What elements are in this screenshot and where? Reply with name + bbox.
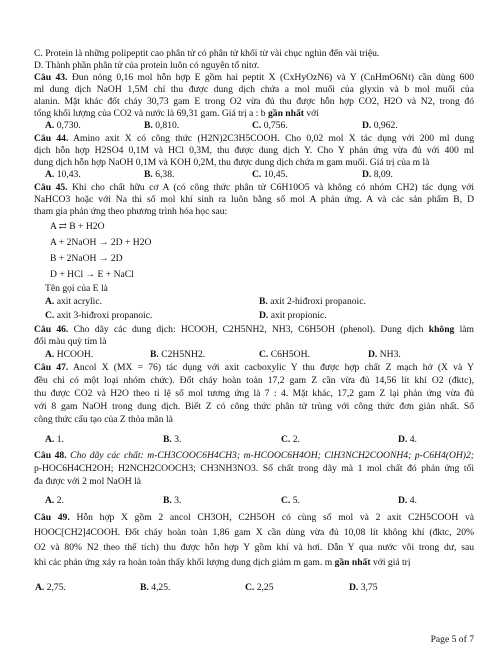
q45-line-2: NaHCO3 hoặc với Na thì số mol khí sinh ra luôn bằng số mol A phản ứng. A và các sản phẩm B, D bbox=[34, 194, 474, 205]
q43-option-c[interactable]: C. 0,756. bbox=[252, 120, 288, 131]
q44-option-d[interactable]: D. 8,09. bbox=[362, 169, 393, 180]
q48-option-c[interactable]: C. 5. bbox=[281, 495, 300, 506]
q43-options bbox=[45, 120, 475, 133]
q44-option-c[interactable]: C. 10,45. bbox=[252, 169, 288, 180]
q44-line-1: Câu 44. Amino axit X có công thức (H2N)2C3H5COOH. Cho 0,02 mol X tác dụng với 200 ml dung bbox=[34, 133, 474, 144]
q45-line-1: Câu 45. Khi cho chất hữu cơ A (có công thức phân tử C6H10O5 và không có nhóm CH2) tác dụng với bbox=[34, 182, 474, 193]
q44-option-b[interactable]: B. 6,38. bbox=[144, 169, 175, 180]
q46-option-d[interactable]: D. NH3. bbox=[368, 349, 401, 360]
q45-label: Câu 45. bbox=[34, 182, 68, 193]
q48-line-3: đa được với 2 mol NaOH là bbox=[34, 476, 141, 487]
q47-line-5: công thức cấu tạo của Z thỏa mãn là bbox=[34, 414, 173, 425]
q45-prompt: Tên gọi của E là bbox=[45, 283, 108, 294]
q43-option-b[interactable]: B. 0,810. bbox=[144, 120, 180, 131]
q49-line-2: HOOC[CH2]4COOH. Đốt cháy hoàn toàn 1,86 gam X cần dùng vừa đủ 10,08 lít không khí (đktc, 20% bbox=[34, 527, 474, 538]
q45-option-d[interactable]: D. axit propionic. bbox=[259, 310, 327, 321]
q49-line-4: khi các phản ứng xảy ra hoàn toàn thấy khối lượng dung dịch giảm m gam. m gần nhất với giá trị bbox=[34, 557, 411, 568]
q43-label: Câu 43. bbox=[34, 72, 68, 83]
q49-option-b[interactable]: B. 4,25. bbox=[140, 582, 171, 593]
page-number: Page 5 of 7 bbox=[430, 634, 474, 645]
q43-option-d[interactable]: D. 0,962. bbox=[362, 120, 398, 131]
q48-option-d[interactable]: D. 4. bbox=[398, 495, 417, 506]
q46-option-c[interactable]: C. C6H5OH. bbox=[259, 349, 310, 360]
q43-line-4: tổng khối lượng của CO2 và nước là 69,31 gam. Giá trị a : b gần nhất với bbox=[34, 108, 319, 119]
q49-option-d[interactable]: D. 3,75 bbox=[349, 582, 378, 593]
q44-options bbox=[45, 169, 475, 182]
q48-line-1: Câu 48. Cho dãy các chất: m-CH3COOC6H4CH3; m-HCOOC6H4OH; ClH3NCH2COONH4; p-C6H4(OH)2; bbox=[34, 450, 474, 461]
q49-line-1: Câu 49. Hỗn hợp X gồm 2 ancol CH3OH, C2H5OH có cùng số mol và 2 axit C2H5COOH và bbox=[34, 512, 474, 523]
q48-option-a[interactable]: A. 2. bbox=[45, 495, 64, 506]
q47-option-d[interactable]: D. 4. bbox=[398, 434, 417, 445]
statement-c: C. Protein là những polipeptit cao phân tử có phân tử khối từ vài chục nghìn đến vài triệu. bbox=[34, 48, 380, 59]
q45-options-row1 bbox=[45, 296, 475, 309]
q43-option-a[interactable]: A. 0,730. bbox=[45, 120, 81, 131]
q43-line-1: Câu 43. Đun nóng 0,16 mol hỗn hợp E gồm hai peptit X (CxHyOzN6) và Y (CnHmO6Nt) cần dùng 600 bbox=[34, 72, 474, 83]
q44-label: Câu 44. bbox=[34, 133, 69, 144]
q47-option-c[interactable]: C. 2. bbox=[281, 434, 300, 445]
q47-option-a[interactable]: A. 1. bbox=[45, 434, 64, 445]
q49-line-3: O2 và 80% N2 theo thể tích) thu được hỗn hợp Y gồm khí và hơi. Dẫn Y qua nước vôi trong dư, sau bbox=[34, 542, 474, 553]
q44-line-2: dịch hỗn hợp H2SO4 0,1M và HCl 0,3M, thu được dung dịch Y. Cho Y phản ứng vừa đủ với 400 ml bbox=[34, 145, 474, 156]
reaction-3: B + 2NaOH → 2D bbox=[50, 253, 123, 264]
reaction-1: A ⇄ B + H2O bbox=[50, 221, 105, 232]
q46-options bbox=[45, 349, 475, 362]
q47-options bbox=[45, 434, 475, 447]
q49-options bbox=[35, 582, 475, 595]
q45-line-3: tham gia phản ứng theo phương trình hóa học sau: bbox=[34, 206, 228, 217]
q45-options-row2 bbox=[45, 310, 475, 323]
q44-line-3: dung dịch hỗn hợp NaOH 0,1M và KOH 0,2M, thu được dung dịch chứa m gam muối. Giá trị của m là bbox=[34, 157, 430, 168]
q47-line-4: với 8 gam NaOH trong dung dịch. Biết Z có công thức phân tử trùng với công thức đơn giản nhất. Số bbox=[34, 401, 474, 412]
q47-label: Câu 47. bbox=[34, 362, 69, 373]
reaction-4: D + HCl → E + NaCl bbox=[50, 269, 134, 280]
q47-line-1: Câu 47. Ancol X (MX = 76) tác dụng với axit cacboxylic Y thu được hợp chất Z mạch hở (X và Y bbox=[34, 362, 474, 373]
q44-option-a[interactable]: A. 10,43. bbox=[45, 169, 81, 180]
q47-line-2: đều chỉ có một loại nhóm chức). Đốt cháy hoàn toàn 17,2 gam Z cần vừa đủ 14,56 lít khí O2 (đktc), bbox=[34, 375, 474, 386]
q48-line-2: p-HOC6H4CH2OH; H2NCH2COOCH3; CH3NH3NO3. Số chất trong dãy mà 1 mol chất đó phản ứng tối bbox=[34, 463, 474, 474]
q46-line-1: Câu 46. Cho dãy các dung dịch: HCOOH, C2H5NH2, NH3, C6H5OH (phenol). Dung dịch không làm bbox=[34, 324, 474, 335]
q45-option-b[interactable]: B. axit 2-hiđroxi propanoic. bbox=[259, 296, 366, 307]
q48-option-b[interactable]: B. 3. bbox=[163, 495, 182, 506]
statement-d: D. Thành phần phân tử của protein luôn có nguyên tố nitơ. bbox=[34, 60, 260, 71]
q48-label: Câu 48. bbox=[34, 450, 67, 461]
q46-option-b[interactable]: B. C2H5NH2. bbox=[150, 349, 206, 360]
q49-label: Câu 49. bbox=[34, 512, 70, 523]
reaction-2: A + 2NaOH → 2D + H2O bbox=[50, 237, 152, 248]
q49-option-c[interactable]: C. 2,25 bbox=[245, 582, 274, 593]
q46-option-a[interactable]: A. HCOOH. bbox=[45, 349, 94, 360]
q48-options bbox=[45, 495, 475, 508]
q45-option-a[interactable]: A. axit acrylic. bbox=[45, 296, 103, 307]
q45-option-c[interactable]: C. axit 3-hiđroxi propanoic. bbox=[45, 310, 153, 321]
q43-line-3: alanin. Mặt khác đốt cháy 30,73 gam E trong O2 vừa đủ thu được hỗn hợp CO2, H2O và N2, trong đó bbox=[34, 96, 474, 107]
q43-line-2: ml dung dịch NaOH 1,5M chỉ thu được dung dịch chứa a mol muối của glyxin và b mol muối của bbox=[34, 84, 474, 95]
q46-label: Câu 46. bbox=[34, 324, 69, 335]
q46-line-2: đổi màu quỳ tím là bbox=[34, 336, 107, 347]
q47-line-3: thu được CO2 và H2O theo tỉ lệ số mol tương ứng là 7 : 4. Mặt khác, 17,2 gam Z lại phản ứng vừa đủ bbox=[34, 388, 474, 399]
q49-option-a[interactable]: A. 2,75. bbox=[35, 582, 66, 593]
q47-option-b[interactable]: B. 3. bbox=[163, 434, 182, 445]
